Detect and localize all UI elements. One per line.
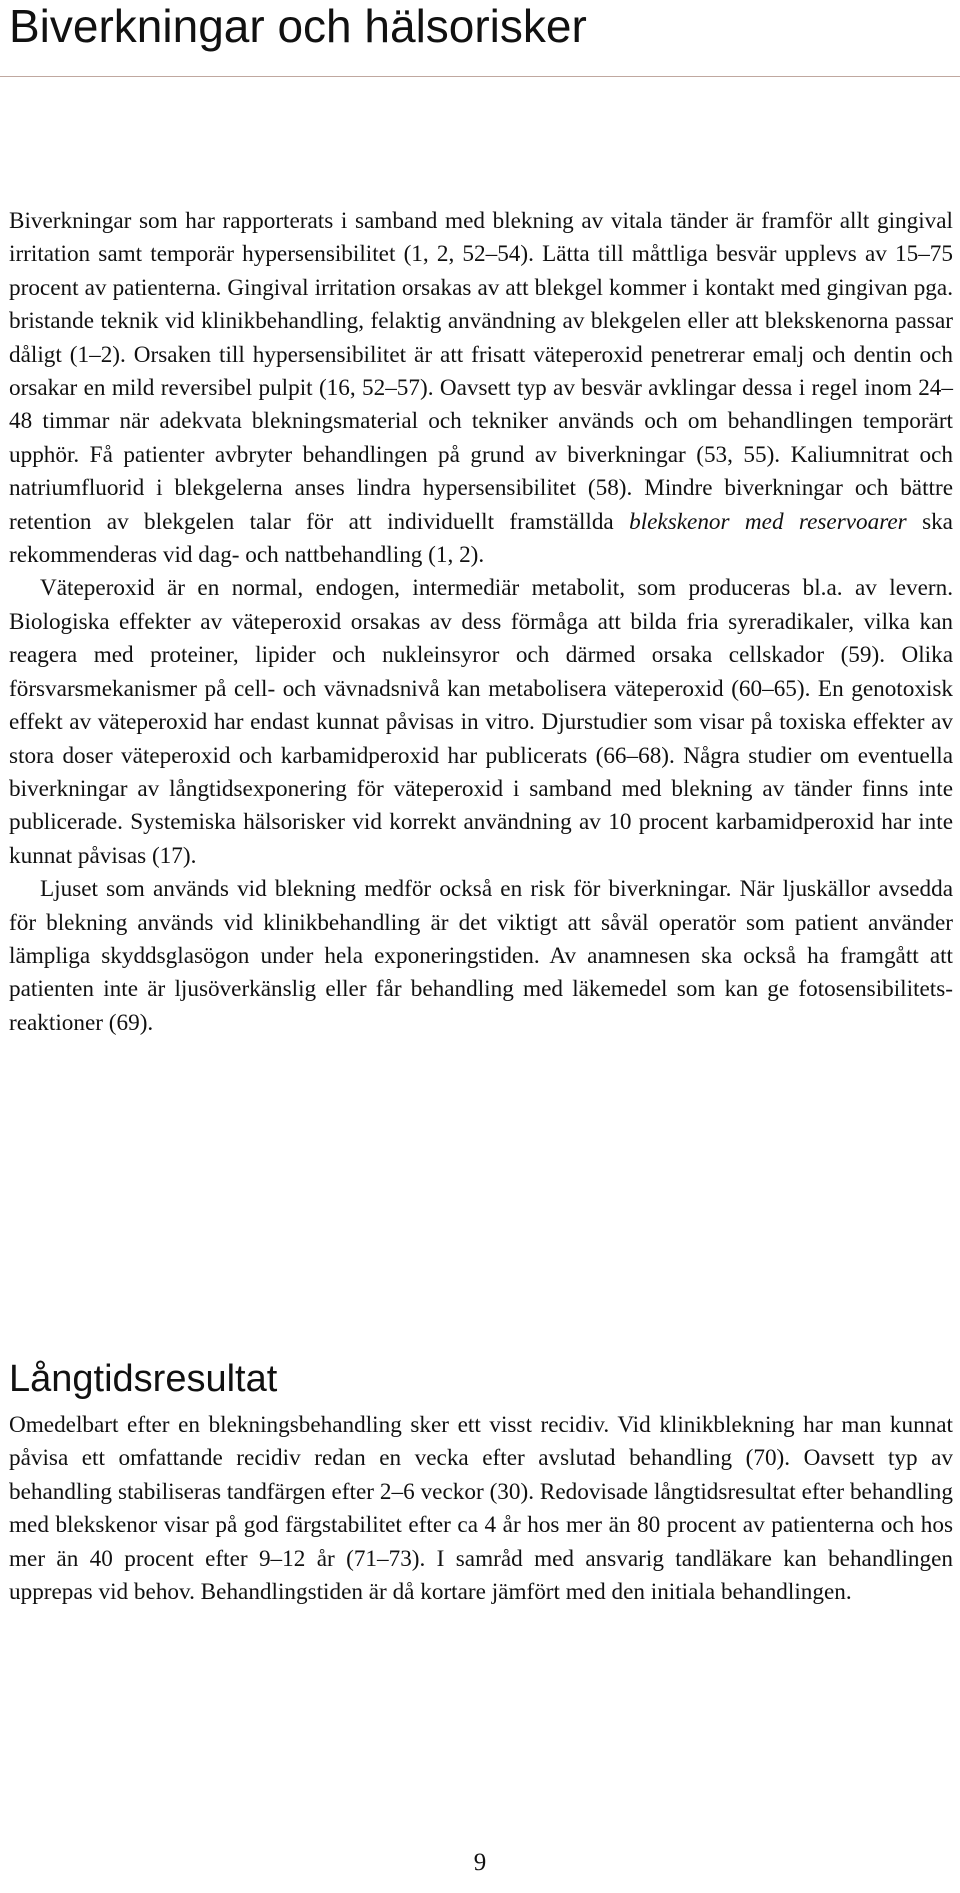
page-title: Biverkningar och hälsorisker (9, 0, 587, 52)
paragraph-text: Biverkningar som har rapporterats i samband med blekning av vitala tänder är framför allt gingival irritation samt temporär hypersensibilitet (1, 2, 52–54). Lätta till måttliga besvär upplevs av 15–75 procent av patienterna. Gingival irritation orsakas av att blekgel kommer i kontakt med gingivan pga. bristande teknik vid klinikbehandling, felaktig användning av blekgelen eller att blekskenorna passar dåligt (1–2). Orsaken till hypersensibilitet är att frisatt väteperoxid penetrerar emalj och dentin och orsakar en mild reversibel pulpit (16, 52–57). Oavsett typ av besvär avklingar dessa i regel inom 24–48 timmar när adekvata blekningsmaterial och tekniker används och om behandlingen temporärt upphör. Få patienter avbryter behandlingen på grund av biverkningar (53, 55). Kaliumnitrat och natriumfluorid i blekgelerna anses lindra hypersensibilitet (58). Mindre biverkningar och bättre retention av blekgelen talar för att individuellt framställda (9, 208, 953, 535)
section-heading: Långtidsresultat (9, 1358, 278, 1400)
paragraph-text: ska rekommenderas vid dag- och nattbehandling (1, 2). (9, 508, 953, 569)
paragraph-long-term-results: Omedelbart efter en blekningsbehandling sker ett visst recidiv. Vid klinikblekning har man kunnat påvisa ett omfattande recidiv redan en vecka efter avslutad behandling (70). Oavsett typ av behandling stabiliseras tandfärgen efter 2–6 veckor (30). Redovisade långtidsresultat efter behandling med blekskenor visar på god färgstabilitet efter ca 4 år hos mer än 80 procent av patienterna och hos mer än 40 procent efter 9–12 år (71–73). I samråd med ansvarig tandläkare kan behandlingen upprepas vid behov. Behandlingstiden är då kortare jämfört med den initiala behandlingen. (9, 1412, 953, 1606)
page-number: 9 (473, 1849, 487, 1876)
paragraph-light-risk: Ljuset som används vid blekning medför också en risk för biverkningar. När ljuskällor avsedda för blekning används vid klinikbehandling är det viktigt att såväl operatör som patient använder lämpliga skyddsglasögon under hela exponeringstiden. Av anamnesen ska också ha framgått att patienten inte är ljusöverkänslig eller får behandling med läkemedel som kan ge fotosensibilitets-reaktioner (69). (9, 876, 953, 1036)
section-body (9, 205, 953, 1040)
paragraph-hydrogen-peroxide: Väteperoxid är en normal, endogen, intermediär metabolit, som produceras bl.a. av levern. Biologiska effekter av väteperoxid orsakas av dess förmåga att bilda fria syreradikaler, vilka kan reagera med proteiner, lipider och nukleinsyror och därmed orsaka cellskador (59). Olika försvarsmekanismer på cell- och vävnadsnivå kan metabolisera väteperoxid (60–65). En genotoxisk effekt av väteperoxid har endast kunnat påvisas in vitro. Djurstudier som visar på toxiska effekter av stora doser väteperoxid och karbamidperoxid har publicerats (66–68). Några studier om eventuella biverkningar av långtidsexponering för väteperoxid i samband med blekning av tänder finns inte publicerade. Systemiska hälsorisker vid korrekt användning av 10 procent karbamidperoxid har inte kunnat påvisas (17). (9, 575, 953, 869)
emphasized-term: blekskenor med reservoarer (629, 508, 907, 535)
title-divider (0, 76, 960, 77)
section-body-long-term (9, 1409, 953, 1609)
paragraph-side-effects (9, 205, 953, 572)
